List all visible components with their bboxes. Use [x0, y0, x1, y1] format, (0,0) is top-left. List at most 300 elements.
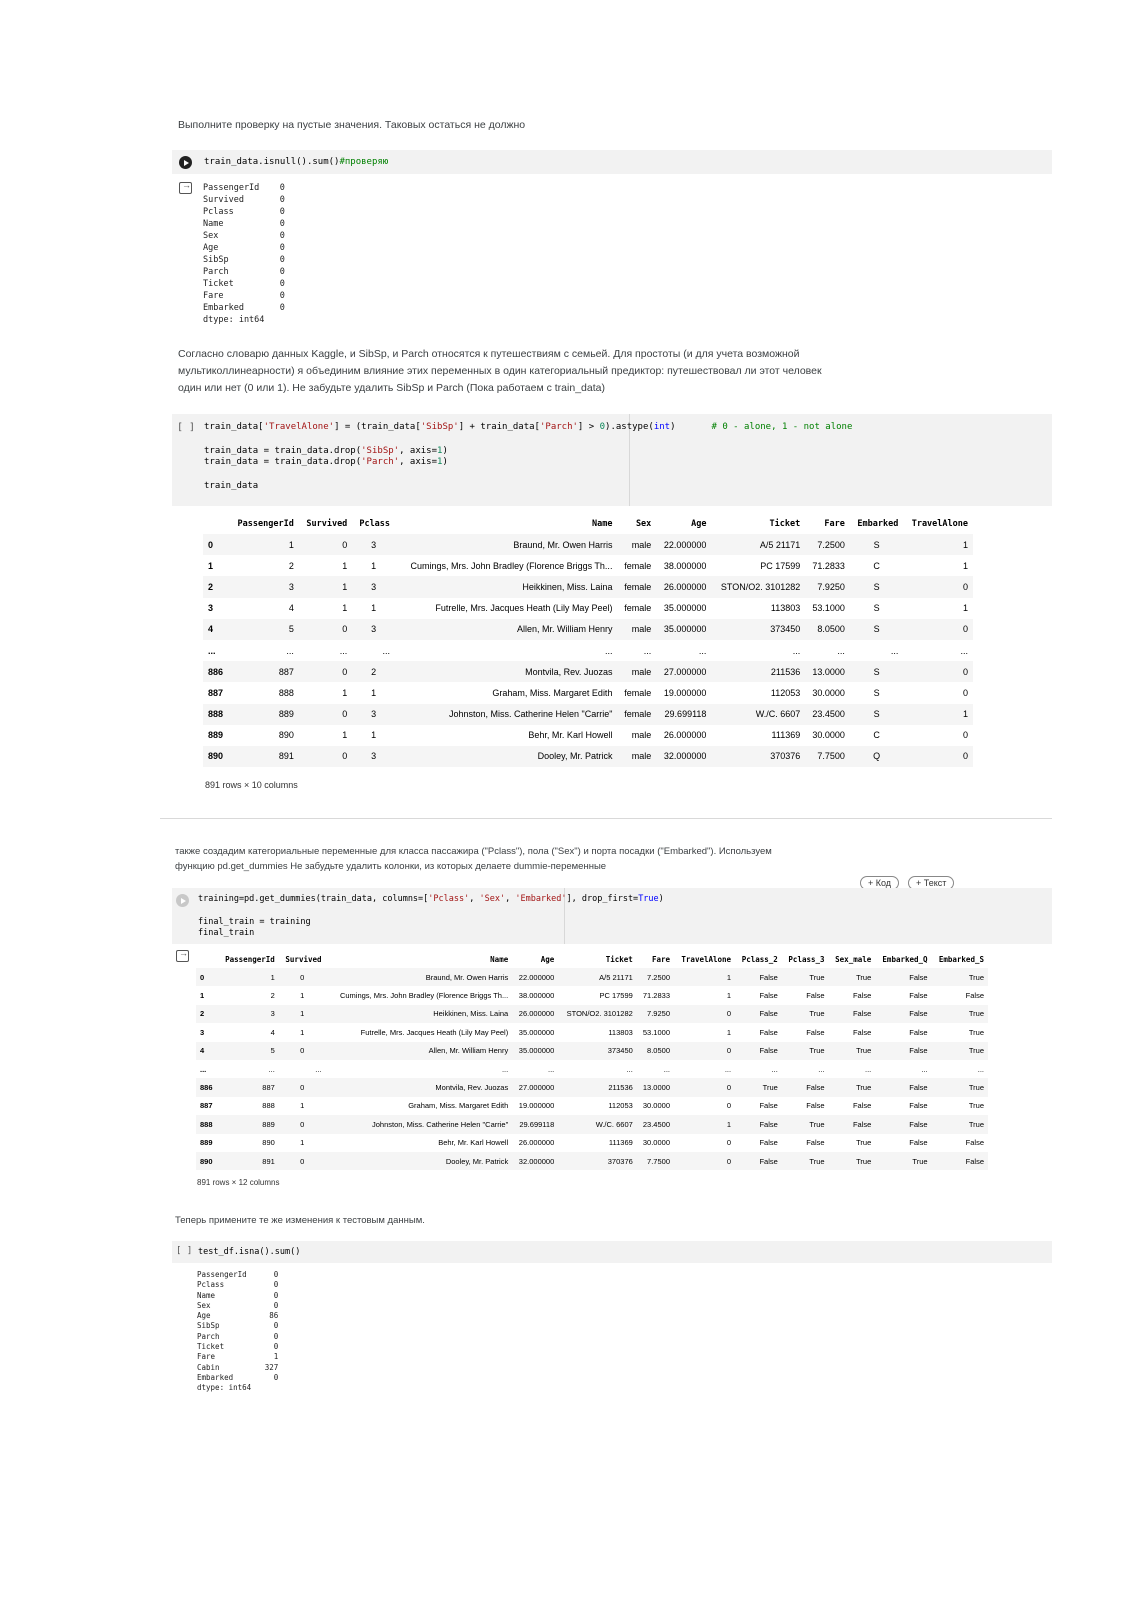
table-cell: Johnston, Miss. Catherine Helen "Carrie"	[372, 1119, 509, 1129]
table-cell: 2	[288, 560, 294, 571]
table-cell: female	[624, 603, 652, 614]
row-index: 890	[200, 1156, 213, 1166]
row-index: 889	[200, 1138, 213, 1148]
table-cell: 30.0000	[642, 1138, 670, 1148]
table-cell: 22.000000	[518, 972, 555, 982]
table-cell: ...	[818, 1064, 825, 1074]
table-cell: Montvila, Rev. Juozas	[525, 666, 613, 677]
table-cell: 19.000000	[518, 1101, 555, 1111]
table-cell: S	[873, 666, 880, 677]
table-cell: 7.7500	[817, 751, 845, 762]
table-row	[196, 1042, 988, 1060]
code-line: train_data = train_data.drop('SibSp', axis=1)	[204, 445, 448, 456]
table-cell: S	[873, 624, 880, 635]
table-cell: 35.000000	[518, 1046, 555, 1056]
column-header: PassengerId	[237, 519, 294, 529]
table-cell: 30.0000	[642, 1101, 670, 1111]
code-line: final_train = training	[198, 916, 311, 927]
markdown-text-3	[175, 844, 772, 874]
table-cell: 7.2500	[817, 539, 845, 550]
table-cell: 890	[278, 730, 294, 741]
code-cell-4[interactable]	[172, 1241, 1052, 1263]
table-cell: Johnston, Miss. Catherine Helen "Carrie"	[448, 709, 613, 720]
table-cell: 889	[262, 1119, 275, 1129]
column-header: Sex_male	[835, 954, 872, 964]
table-cell: 29.699118	[664, 709, 707, 720]
table-cell: 1	[300, 991, 305, 1001]
table-cell: ...	[315, 1064, 322, 1074]
table-cell: W./C. 6607	[595, 1119, 633, 1129]
cell-run-bracket[interactable]: [ ]	[177, 422, 196, 433]
table-cell: 3	[371, 709, 377, 720]
table-cell: PC 17599	[760, 560, 801, 571]
table-cell: 0	[342, 751, 348, 762]
markdown-text-4: Теперь примените те же изменения к тестовым данным.	[175, 1215, 425, 1226]
table-cell: False	[806, 1138, 825, 1148]
row-index: 1	[200, 991, 205, 1001]
table-cell: 32.000000	[518, 1156, 555, 1166]
table-cell: 887	[278, 666, 294, 677]
table-cell: True	[968, 1101, 984, 1111]
table-row	[203, 598, 973, 619]
table-cell: ...	[890, 645, 899, 656]
table-cell: 1	[962, 603, 968, 614]
divider	[160, 818, 1052, 819]
table-row	[203, 534, 973, 555]
code-line: train_data = train_data.drop('Parch', axis=1)	[204, 457, 448, 467]
row-index: ...	[200, 1064, 207, 1074]
table-cell: 53.1000	[642, 1027, 670, 1037]
table-cell: False	[759, 1101, 778, 1111]
table-cell: female	[624, 709, 652, 720]
output-series-4: PassengerId 0 Pclass 0 Name 0 Sex 0 Age 86 SibSp 0 Parch 0 Ticket 0 Fare 1 Cabin 327 Embarked 0 dtype: int64	[197, 1270, 279, 1393]
column-header: Embarked	[857, 519, 899, 529]
row-index: 887	[200, 1101, 213, 1111]
table-cell: 888	[262, 1101, 275, 1111]
table-cell: PC 17599	[599, 991, 633, 1001]
table-cell: True	[809, 1119, 825, 1129]
column-header: Fare	[651, 954, 670, 964]
table-cell: Heikkinen, Miss. Laina	[522, 581, 613, 592]
table-cell: STON/O2. 3101282	[566, 1009, 633, 1019]
table-cell: 1	[962, 709, 968, 720]
table-cell: 0	[962, 730, 968, 741]
column-header: Age	[540, 954, 555, 964]
table-cell: True	[809, 1046, 825, 1056]
table-cell: 30.0000	[812, 730, 845, 741]
table-cell: 891	[262, 1156, 275, 1166]
table-cell: 26.000000	[663, 730, 707, 741]
table-row	[196, 1078, 988, 1096]
table-cell: ...	[339, 645, 348, 656]
table-cell: ...	[921, 1064, 928, 1074]
table-cell: W./C. 6607	[755, 709, 801, 720]
table-cell: False	[759, 1138, 778, 1148]
table-cell: True	[968, 1119, 984, 1129]
table-row	[203, 746, 973, 767]
code-block-2[interactable]	[204, 422, 852, 492]
table-cell: 23.4500	[642, 1119, 670, 1129]
table-cell: False	[759, 972, 778, 982]
table-cell: 7.2500	[647, 972, 670, 982]
table-cell: 888	[278, 687, 294, 698]
table-cell: False	[965, 1138, 984, 1148]
table-cell: False	[806, 1027, 825, 1037]
table-cell: False	[759, 1119, 778, 1129]
row-index: 888	[208, 709, 224, 720]
table-cell: ...	[626, 1064, 633, 1074]
table-cell: 891	[278, 751, 294, 762]
row-index: 3	[208, 603, 214, 614]
table-cell: 0	[962, 687, 968, 698]
table-cell: 8.0500	[647, 1046, 670, 1056]
table-cell: 0	[342, 624, 348, 635]
table-cell: 211536	[608, 1083, 633, 1093]
column-header: Survived	[306, 519, 348, 529]
table-cell: 35.000000	[663, 603, 707, 614]
add-text-cell-button[interactable]: + Текст	[908, 876, 954, 890]
table-cell: ...	[501, 1064, 509, 1074]
column-header: TravelAlone	[681, 954, 732, 964]
table-cell: 211536	[770, 666, 801, 677]
code-line: train_data['TravelAlone'] = (train_data['SibSp'] + train_data['Parch'] > 0).astype(int) # 0 - alone, 1 - not alone	[204, 422, 853, 432]
table-row	[196, 1005, 988, 1023]
table-row	[203, 682, 973, 703]
table-cell: ...	[604, 645, 613, 656]
code-line[interactable]: test_df.isna().sum()	[198, 1247, 301, 1257]
row-index: 890	[208, 751, 224, 762]
row-index: 1	[208, 560, 214, 571]
table-cell: 1	[371, 560, 377, 571]
table-cell: 1	[342, 730, 348, 741]
table-cell: 1	[270, 972, 275, 982]
table-cell: False	[806, 1083, 825, 1093]
table-cell: 0	[962, 581, 968, 592]
table-cell: S	[873, 581, 880, 592]
table-cell: S	[873, 709, 880, 720]
table-cell: 1	[342, 560, 348, 571]
table-cell: False	[759, 991, 778, 1001]
table-cell: 0	[342, 709, 348, 720]
code-line[interactable]	[204, 157, 388, 169]
table-cell: 111369	[608, 1138, 633, 1148]
table-cell: 0	[726, 1046, 732, 1056]
md-line: мультиколлинеарности) я объединим влияние этих переменных в один категориальный предиктор: путешествовал ли этот человек	[178, 365, 822, 377]
table-cell: 27.000000	[518, 1083, 555, 1093]
table-cell: False	[852, 1027, 872, 1037]
table-cell: ...	[865, 1064, 872, 1074]
table-cell: False	[909, 1083, 928, 1093]
table-cell: 890	[262, 1138, 275, 1148]
table-cell: ...	[792, 645, 801, 656]
table-cell: female	[624, 581, 652, 592]
table-cell: 370376	[607, 1156, 633, 1166]
table-cell: False	[852, 1009, 872, 1019]
column-header	[196, 950, 218, 968]
table-cell: 22.000000	[663, 539, 707, 550]
table-cell: True	[856, 1046, 872, 1056]
table-row	[196, 1152, 988, 1170]
table-cell: 1	[300, 1009, 305, 1019]
table-row	[196, 986, 988, 1004]
table-cell: True	[968, 1027, 984, 1037]
table-cell: True	[809, 1009, 825, 1019]
table-cell: 3	[270, 1009, 275, 1019]
table-cell: 113803	[608, 1027, 633, 1037]
table-cell: ...	[724, 1064, 732, 1074]
table-cell: male	[631, 539, 652, 550]
output-icon[interactable]	[179, 182, 192, 194]
table-cell: ...	[837, 645, 845, 656]
table-cell: 71.2833	[642, 991, 670, 1001]
table-header-row	[203, 514, 973, 534]
table-cell: True	[856, 972, 872, 982]
table-cell: male	[631, 666, 652, 677]
table-cell: 0	[300, 972, 305, 982]
table-cell: ...	[382, 645, 391, 656]
column-header: Embarked_Q	[882, 954, 928, 964]
code-text: train_data.isnull().sum()	[204, 157, 340, 167]
table-cell: False	[852, 991, 872, 1001]
table-cell: False	[909, 1027, 928, 1037]
table-cell: Braund, Mr. Owen Harris	[513, 539, 613, 550]
table-cell: 4	[270, 1027, 275, 1037]
column-header: TravelAlone	[911, 519, 968, 529]
table-row	[196, 968, 988, 986]
table-cell: True	[856, 1138, 872, 1148]
table-row	[196, 1115, 988, 1133]
table-cell: 2	[371, 666, 377, 677]
table-cell: Futrelle, Mrs. Jacques Heath (Lily May Peel)	[435, 603, 613, 614]
column-header: Ticket	[605, 954, 633, 964]
table-cell: Dooley, Mr. Patrick	[537, 751, 613, 762]
column-header: Sex	[635, 519, 652, 529]
md-line: Согласно словарю данных Kaggle, и SibSp, и Parch относятся к путешествиям с семьей. Для простоты (и для учета возможной	[178, 348, 800, 360]
table-cell: False	[852, 1119, 872, 1129]
table-cell: 0	[726, 1083, 732, 1093]
table-cell: 0	[726, 1101, 732, 1111]
table-cell: S	[873, 687, 880, 698]
row-index: 4	[208, 624, 214, 635]
table-cell: Allen, Mr. William Henry	[428, 1046, 509, 1056]
table-cell: 0	[300, 1156, 305, 1166]
table-cell: 7.9250	[647, 1009, 670, 1019]
table-cell: 1	[726, 972, 732, 982]
table-cell: A/5 21171	[759, 539, 801, 550]
run-cell-button[interactable]	[179, 156, 192, 169]
table-cell: Behr, Mr. Karl Howell	[438, 1138, 509, 1148]
table-cell: 0	[962, 624, 968, 635]
run-cell-button[interactable]	[176, 894, 189, 907]
table-row	[196, 1097, 988, 1115]
table-cell: True	[856, 1083, 872, 1093]
table-cell: False	[852, 1101, 872, 1111]
code-line: final_train	[198, 928, 255, 938]
table-cell: ...	[960, 645, 968, 656]
row-index: 887	[208, 687, 224, 698]
code-block-3[interactable]	[198, 894, 664, 940]
dataframe-table-1	[203, 514, 973, 767]
column-header: Pclass_2	[741, 954, 778, 964]
md-line: также создадим категориальные переменные для класса пассажира ("Pclass"), пола ("Sex") и порта посадки ("Embarked"). Используем	[175, 846, 772, 857]
table-cell: 0	[300, 1083, 305, 1093]
cell-run-bracket[interactable]: [ ]	[176, 1246, 193, 1256]
table-cell: 8.0500	[817, 624, 845, 635]
table-cell: 35.000000	[518, 1027, 555, 1037]
table-cell: False	[909, 1046, 928, 1056]
table-cell: 27.000000	[663, 666, 707, 677]
table-cell: 3	[371, 751, 377, 762]
column-header: PassengerId	[225, 954, 275, 964]
dataframe-table-2	[196, 950, 988, 1170]
table-cell: 71.2833	[812, 560, 845, 571]
table-cell: Behr, Mr. Karl Howell	[528, 730, 613, 741]
table-cell: 38.000000	[518, 991, 555, 1001]
table-row	[196, 1023, 988, 1041]
code-comment: #проверяю	[339, 157, 389, 167]
output-series-1: PassengerId 0 Survived 0 Pclass 0 Name 0 Sex 0 Age 0 SibSp 0 Parch 0 Ticket 0 Fare 0 Embarked 0 dtype: int64	[203, 183, 285, 325]
table-cell: Cumings, Mrs. John Bradley (Florence Briggs Th...	[410, 560, 613, 571]
table-cell: True	[968, 1009, 984, 1019]
md-line: функцию pd.get_dummies Не забудьте удалить колонки, из которых делаете dummie-переменные	[175, 861, 607, 872]
table-cell: Dooley, Mr. Patrick	[445, 1156, 509, 1166]
table-cell: 1	[342, 603, 348, 614]
table-cell: True	[809, 1156, 825, 1166]
table-cell: True	[912, 1156, 928, 1166]
table-cell: 3	[371, 581, 377, 592]
markdown-text-2	[178, 346, 822, 397]
table-cell: S	[873, 539, 880, 550]
table-cell: 0	[300, 1119, 305, 1129]
table-cell: 0	[726, 1156, 732, 1166]
table-cell: male	[631, 751, 652, 762]
table-cell: 0	[342, 666, 348, 677]
table-cell: True	[968, 972, 984, 982]
column-header: Survived	[285, 954, 322, 964]
table-row	[196, 1060, 988, 1078]
table-cell: Cumings, Mrs. John Bradley (Florence Briggs Th...	[339, 991, 509, 1001]
table-cell: 4	[288, 603, 294, 614]
column-header: Fare	[824, 519, 845, 529]
table-caption-1: 891 rows × 10 columns	[205, 780, 298, 790]
table-cell: 887	[262, 1083, 275, 1093]
add-code-cell-button[interactable]: + Код	[860, 876, 899, 890]
table-cell: 889	[278, 709, 294, 720]
table-cell: 0	[962, 666, 968, 677]
row-index: 4	[200, 1046, 205, 1056]
table-cell: 3	[371, 624, 377, 635]
table-cell: False	[759, 1027, 778, 1037]
table-cell: Allen, Mr. William Henry	[516, 624, 613, 635]
row-index: 0	[200, 972, 205, 982]
table-cell: ...	[977, 1064, 984, 1074]
code-line: training=pd.get_dummies(train_data, columns=['Pclass', 'Sex', 'Embarked'], drop_first=True)	[198, 894, 664, 904]
table-cell: C	[873, 730, 880, 741]
table-cell: 112053	[608, 1101, 633, 1111]
table-cell: 0	[726, 1009, 732, 1019]
row-index: 3	[200, 1027, 205, 1037]
table-cell: 26.000000	[518, 1138, 555, 1148]
table-cell: 2	[270, 991, 275, 1001]
output-icon[interactable]	[176, 950, 189, 962]
table-cell: S	[873, 603, 880, 614]
table-cell: ...	[547, 1064, 555, 1074]
code-line: train_data	[204, 480, 259, 491]
table-cell: 1	[342, 687, 348, 698]
table-cell: 1	[288, 539, 294, 550]
row-index: ...	[208, 645, 216, 656]
table-cell: 1	[962, 560, 968, 571]
table-cell: ...	[286, 645, 294, 656]
table-cell: ...	[698, 645, 707, 656]
table-cell: 1	[962, 539, 968, 550]
table-cell: 19.000000	[663, 687, 707, 698]
table-cell: 373450	[607, 1046, 633, 1056]
table-cell: 26.000000	[518, 1009, 555, 1019]
table-cell: 373450	[770, 624, 801, 635]
row-index: 888	[200, 1119, 213, 1129]
table-cell: ...	[663, 1064, 670, 1074]
table-cell: female	[624, 687, 652, 698]
table-row	[203, 704, 973, 725]
table-cell: male	[631, 624, 652, 635]
table-cell: male	[631, 730, 652, 741]
row-index: 2	[200, 1009, 205, 1019]
row-index: 2	[208, 581, 214, 592]
table-cell: 7.9250	[817, 581, 845, 592]
table-row	[203, 555, 973, 576]
table-cell: False	[909, 1119, 928, 1129]
table-cell: True	[856, 1156, 872, 1166]
table-cell: 0	[962, 751, 968, 762]
row-index: 886	[208, 666, 224, 677]
table-cell: Montvila, Rev. Juozas	[435, 1083, 509, 1093]
table-cell: 1	[371, 603, 377, 614]
table-cell: 1	[300, 1027, 305, 1037]
table-cell: 1	[726, 991, 732, 1001]
table-cell: 370376	[770, 751, 801, 762]
table-cell: False	[759, 1009, 778, 1019]
table-cell: 111369	[771, 730, 801, 741]
table-cell: 1	[726, 1119, 732, 1129]
table-cell: 7.7500	[647, 1156, 670, 1166]
table-cell: 1	[371, 687, 377, 698]
table-cell: False	[759, 1156, 778, 1166]
table-cell: 29.699118	[519, 1119, 555, 1129]
column-header: Age	[691, 519, 707, 529]
table-cell: 1	[726, 1027, 732, 1037]
table-cell: A/5 21171	[599, 972, 633, 982]
table-cell: Braund, Mr. Owen Harris	[425, 972, 509, 982]
markdown-text-1: Выполните проверку на пустые значения. Таковых остаться не должно	[178, 119, 526, 131]
table-cell: 35.000000	[663, 624, 707, 635]
column-header: Pclass	[359, 519, 391, 529]
column-header: Pclass_3	[788, 954, 825, 964]
table-cell: False	[909, 1138, 928, 1148]
table-cell: Futrelle, Mrs. Jacques Heath (Lily May Peel)	[360, 1027, 509, 1037]
table-cell: 5	[270, 1046, 275, 1056]
column-header: Ticket	[769, 519, 801, 529]
table-caption-2: 891 rows × 12 columns	[197, 1178, 280, 1187]
table-cell: female	[624, 560, 652, 571]
table-cell: Q	[873, 751, 881, 762]
table-cell: 113803	[770, 603, 801, 614]
table-cell: 5	[288, 624, 294, 635]
table-cell: 1	[300, 1101, 305, 1111]
table-cell: 1	[300, 1138, 305, 1148]
md-line: один или нет (0 или 1). Не забудьте удалить SibSp и Parch (Пока работаем с train_data)	[178, 382, 605, 394]
row-index: 889	[208, 730, 224, 741]
